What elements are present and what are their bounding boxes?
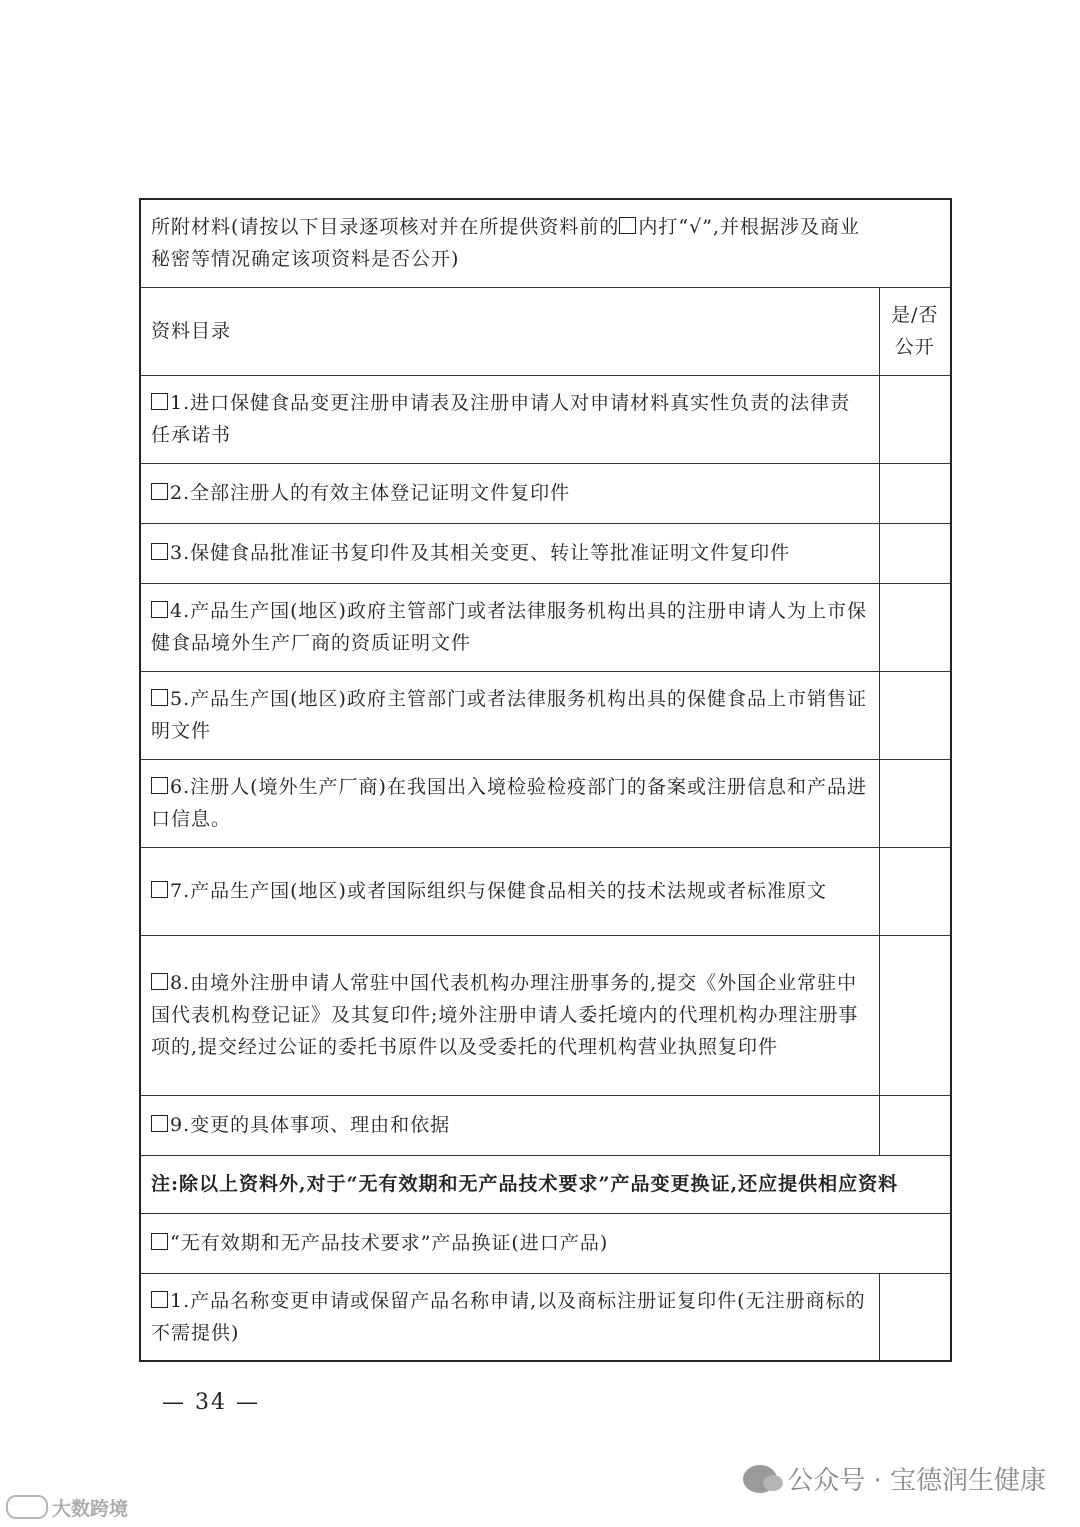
item-row [140, 1273, 951, 1361]
item-row [140, 847, 951, 935]
checkbox-icon[interactable] [151, 483, 168, 500]
intro-line2: 秘密等情况确定该项资料是否公开) [151, 248, 460, 271]
materials-table [139, 198, 952, 1362]
item-cell [140, 375, 879, 463]
public-header-line2: 公开 [894, 336, 935, 358]
public-cell[interactable] [879, 583, 951, 671]
checkbox-icon [619, 217, 636, 234]
item-row [140, 1095, 951, 1155]
checkbox-icon[interactable] [151, 1233, 168, 1250]
catalog-header: 资料目录 [140, 287, 879, 375]
item-cell [140, 847, 879, 935]
watermark-left-text: 大数跨境 [52, 1498, 129, 1520]
check-mark-icon: √ [689, 216, 703, 239]
checkbox-icon[interactable] [151, 1291, 168, 1308]
item-cell [140, 583, 879, 671]
section2-row [140, 1213, 951, 1273]
item-text: 3.保健食品批准证书复印件及其相关变更、转让等批准证明文件复印件 [170, 542, 791, 564]
checkbox-icon[interactable] [151, 689, 168, 706]
watermark-left [6, 1494, 128, 1521]
item-row [140, 375, 951, 463]
item-cell [140, 935, 879, 1095]
public-cell[interactable] [879, 375, 951, 463]
section2-cell [140, 1213, 951, 1273]
public-cell[interactable] [879, 759, 951, 847]
item-cell [140, 1095, 879, 1155]
intro-cell [140, 199, 951, 287]
item-cell [140, 463, 879, 523]
watermark-logo-icon [6, 1495, 48, 1519]
intro-line1-end: ”,并根据涉及商业 [702, 216, 861, 239]
checkbox-icon[interactable] [151, 543, 168, 560]
page-number: — 34 — [162, 1390, 260, 1415]
item-text: 7.产品生产国(地区)或者国际组织与保健食品相关的技术法规或者标准原文 [170, 880, 827, 902]
item-cell [140, 1273, 879, 1361]
item-text: 2.全部注册人的有效主体登记证明文件复印件 [170, 482, 571, 504]
public-cell[interactable] [879, 671, 951, 759]
public-cell[interactable] [879, 523, 951, 583]
item-cell [140, 759, 879, 847]
checkbox-icon[interactable] [151, 881, 168, 898]
item-row [140, 523, 951, 583]
item-text: 8.由境外注册申请人常驻中国代表机构办理注册事务的,提交《外国企业常驻中国代表机构登记证》及其复印件;境外注册申请人委托境内的代理机构办理注册事项的,提交经过公证的委托书原件以及受委托的代理机构营业执照复印件 [151, 972, 859, 1058]
item-row [140, 671, 951, 759]
item-row [140, 935, 951, 1095]
public-cell[interactable] [879, 1095, 951, 1155]
item-cell [140, 671, 879, 759]
intro-row [140, 199, 951, 287]
item-text: 6.注册人(境外生产厂商)在我国出入境检验检疫部门的备案或注册信息和产品进口信息。 [151, 776, 867, 830]
item-text: 9.变更的具体事项、理由和依据 [170, 1114, 451, 1136]
item-text: 4.产品生产国(地区)政府主管部门或者法律服务机构出具的注册申请人为上市保健食品境外生产厂商的资质证明文件 [151, 600, 867, 654]
section2-title: “无有效期和无产品技术要求”产品换证(进口产品) [170, 1232, 609, 1254]
item-text: 1.进口保健食品变更注册申请表及注册申请人对申请材料真实性负责的法律责任承诺书 [151, 392, 851, 446]
intro-line1-pre: 所附材料(请按以下目录逐项核对并在所提供资料前的 [151, 216, 620, 239]
item-row [140, 759, 951, 847]
public-header-line1: 是/否 [891, 304, 939, 326]
item-text: 1.产品名称变更申请或保留产品名称申请,以及商标注册证复印件(无注册商标的不需提供) [151, 1289, 866, 1344]
intro-line1-post: 内打“ [638, 216, 690, 239]
checkbox-icon[interactable] [151, 393, 168, 410]
public-cell[interactable] [879, 847, 951, 935]
checkbox-icon[interactable] [151, 601, 168, 618]
note-text: 注:除以上资料外,对于“无有效期和无产品技术要求”产品变更换证,还应提供相应资料 [140, 1155, 951, 1213]
header-row [140, 287, 951, 375]
checkbox-icon[interactable] [151, 973, 168, 990]
watermark-right-text: 公众号 · 宝德润生健康 [787, 1466, 1046, 1496]
public-header [879, 287, 951, 375]
checkbox-icon[interactable] [151, 777, 168, 794]
item-text: 5.产品生产国(地区)政府主管部门或者法律服务机构出具的保健食品上市销售证明文件 [151, 688, 867, 742]
watermark-right [743, 1460, 1046, 1497]
item-cell [140, 523, 879, 583]
checkbox-icon[interactable] [151, 1115, 168, 1132]
item-row [140, 583, 951, 671]
public-cell[interactable] [879, 463, 951, 523]
note-row [140, 1155, 951, 1213]
public-cell[interactable] [879, 1273, 951, 1361]
item-row [140, 463, 951, 523]
public-cell[interactable] [879, 935, 951, 1095]
wechat-icon [743, 1465, 777, 1493]
